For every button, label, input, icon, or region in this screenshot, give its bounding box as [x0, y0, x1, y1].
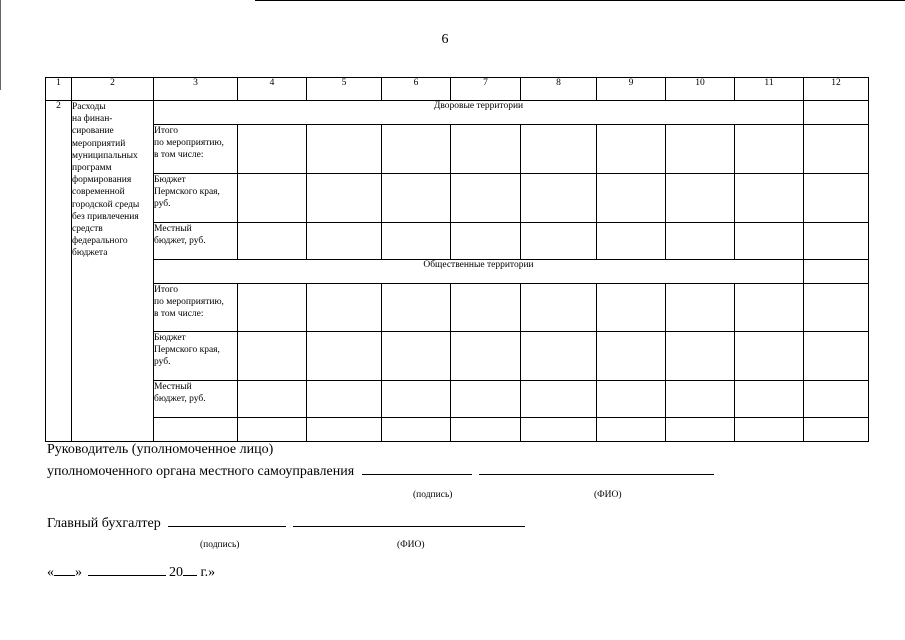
head-title-line2-text: уполномоченного органа местного самоуправления: [47, 464, 355, 479]
head-name-caption: (ФИО): [594, 490, 622, 500]
date-day-blank: [54, 562, 75, 576]
row-number: 2: [46, 101, 72, 442]
date-year-prefix: 20: [169, 565, 183, 580]
header-row: [46, 78, 869, 101]
accountant-name-caption: (ФИО): [397, 540, 425, 550]
head-title-line1: Руководитель (уполномоченное лицо): [47, 442, 274, 457]
header-cell: 3: [154, 78, 238, 101]
table-row: [46, 174, 869, 223]
header-cell: 10: [666, 78, 735, 101]
head-title-line2: [47, 461, 714, 481]
table-cell: [804, 260, 869, 284]
row-label: Итого по мероприятию, в том числе:: [154, 125, 238, 174]
table-row: [46, 284, 869, 332]
accountant-signature-blank: [168, 513, 286, 527]
header-cell: 9: [597, 78, 666, 101]
section-title-public: Общественные территории: [154, 260, 804, 284]
row-label: Местный бюджет, руб.: [154, 381, 238, 418]
table-row: [46, 223, 869, 260]
row-label: Бюджет Пермского края, руб.: [154, 332, 238, 381]
table-row: [46, 381, 869, 418]
date-suffix: г.»: [200, 565, 216, 580]
table-row: [46, 125, 869, 174]
accountant-signature-caption: (подпись): [200, 540, 240, 550]
header-cell: 1: [46, 78, 72, 101]
date-line: [47, 562, 215, 582]
section-row-yard: [46, 101, 869, 125]
head-name-blank: [479, 461, 714, 475]
page-number: 6: [441, 32, 449, 47]
header-cell: 4: [238, 78, 307, 101]
head-signature-caption: (подпись): [413, 490, 453, 500]
header-cell: 6: [382, 78, 451, 101]
section-title-yard: Дворовые территории: [154, 101, 804, 125]
accountant-label: Главный бухгалтер: [47, 516, 161, 531]
expenses-table: [45, 77, 869, 442]
section-row-public: [46, 260, 869, 284]
date-year-blank: [183, 562, 197, 576]
accountant-line: [47, 513, 525, 533]
row-label: Итого по мероприятию, в том числе:: [154, 284, 238, 332]
date-close-quote: »: [75, 565, 82, 580]
row-label: Бюджет Пермского края, руб.: [154, 174, 238, 223]
table-row: [46, 332, 869, 381]
header-cell: 12: [804, 78, 869, 101]
date-month-blank: [88, 562, 166, 576]
top-rule: [255, 0, 905, 1]
date-open-quote: «: [47, 565, 54, 580]
row-label: Местный бюджет, руб.: [154, 223, 238, 260]
header-cell: 5: [307, 78, 382, 101]
table-row: [46, 418, 869, 442]
table-cell: [804, 101, 869, 125]
head-signature-blank: [362, 461, 472, 475]
header-cell: 11: [735, 78, 804, 101]
header-cell: 7: [451, 78, 521, 101]
header-cell: 2: [72, 78, 154, 101]
accountant-name-blank: [293, 513, 525, 527]
row-title: Расходы на финан- сирование мероприятий муниципальных программ формирования современной городской среды без привлечения средств федерального бюджета: [72, 101, 154, 442]
header-cell: 8: [521, 78, 597, 101]
